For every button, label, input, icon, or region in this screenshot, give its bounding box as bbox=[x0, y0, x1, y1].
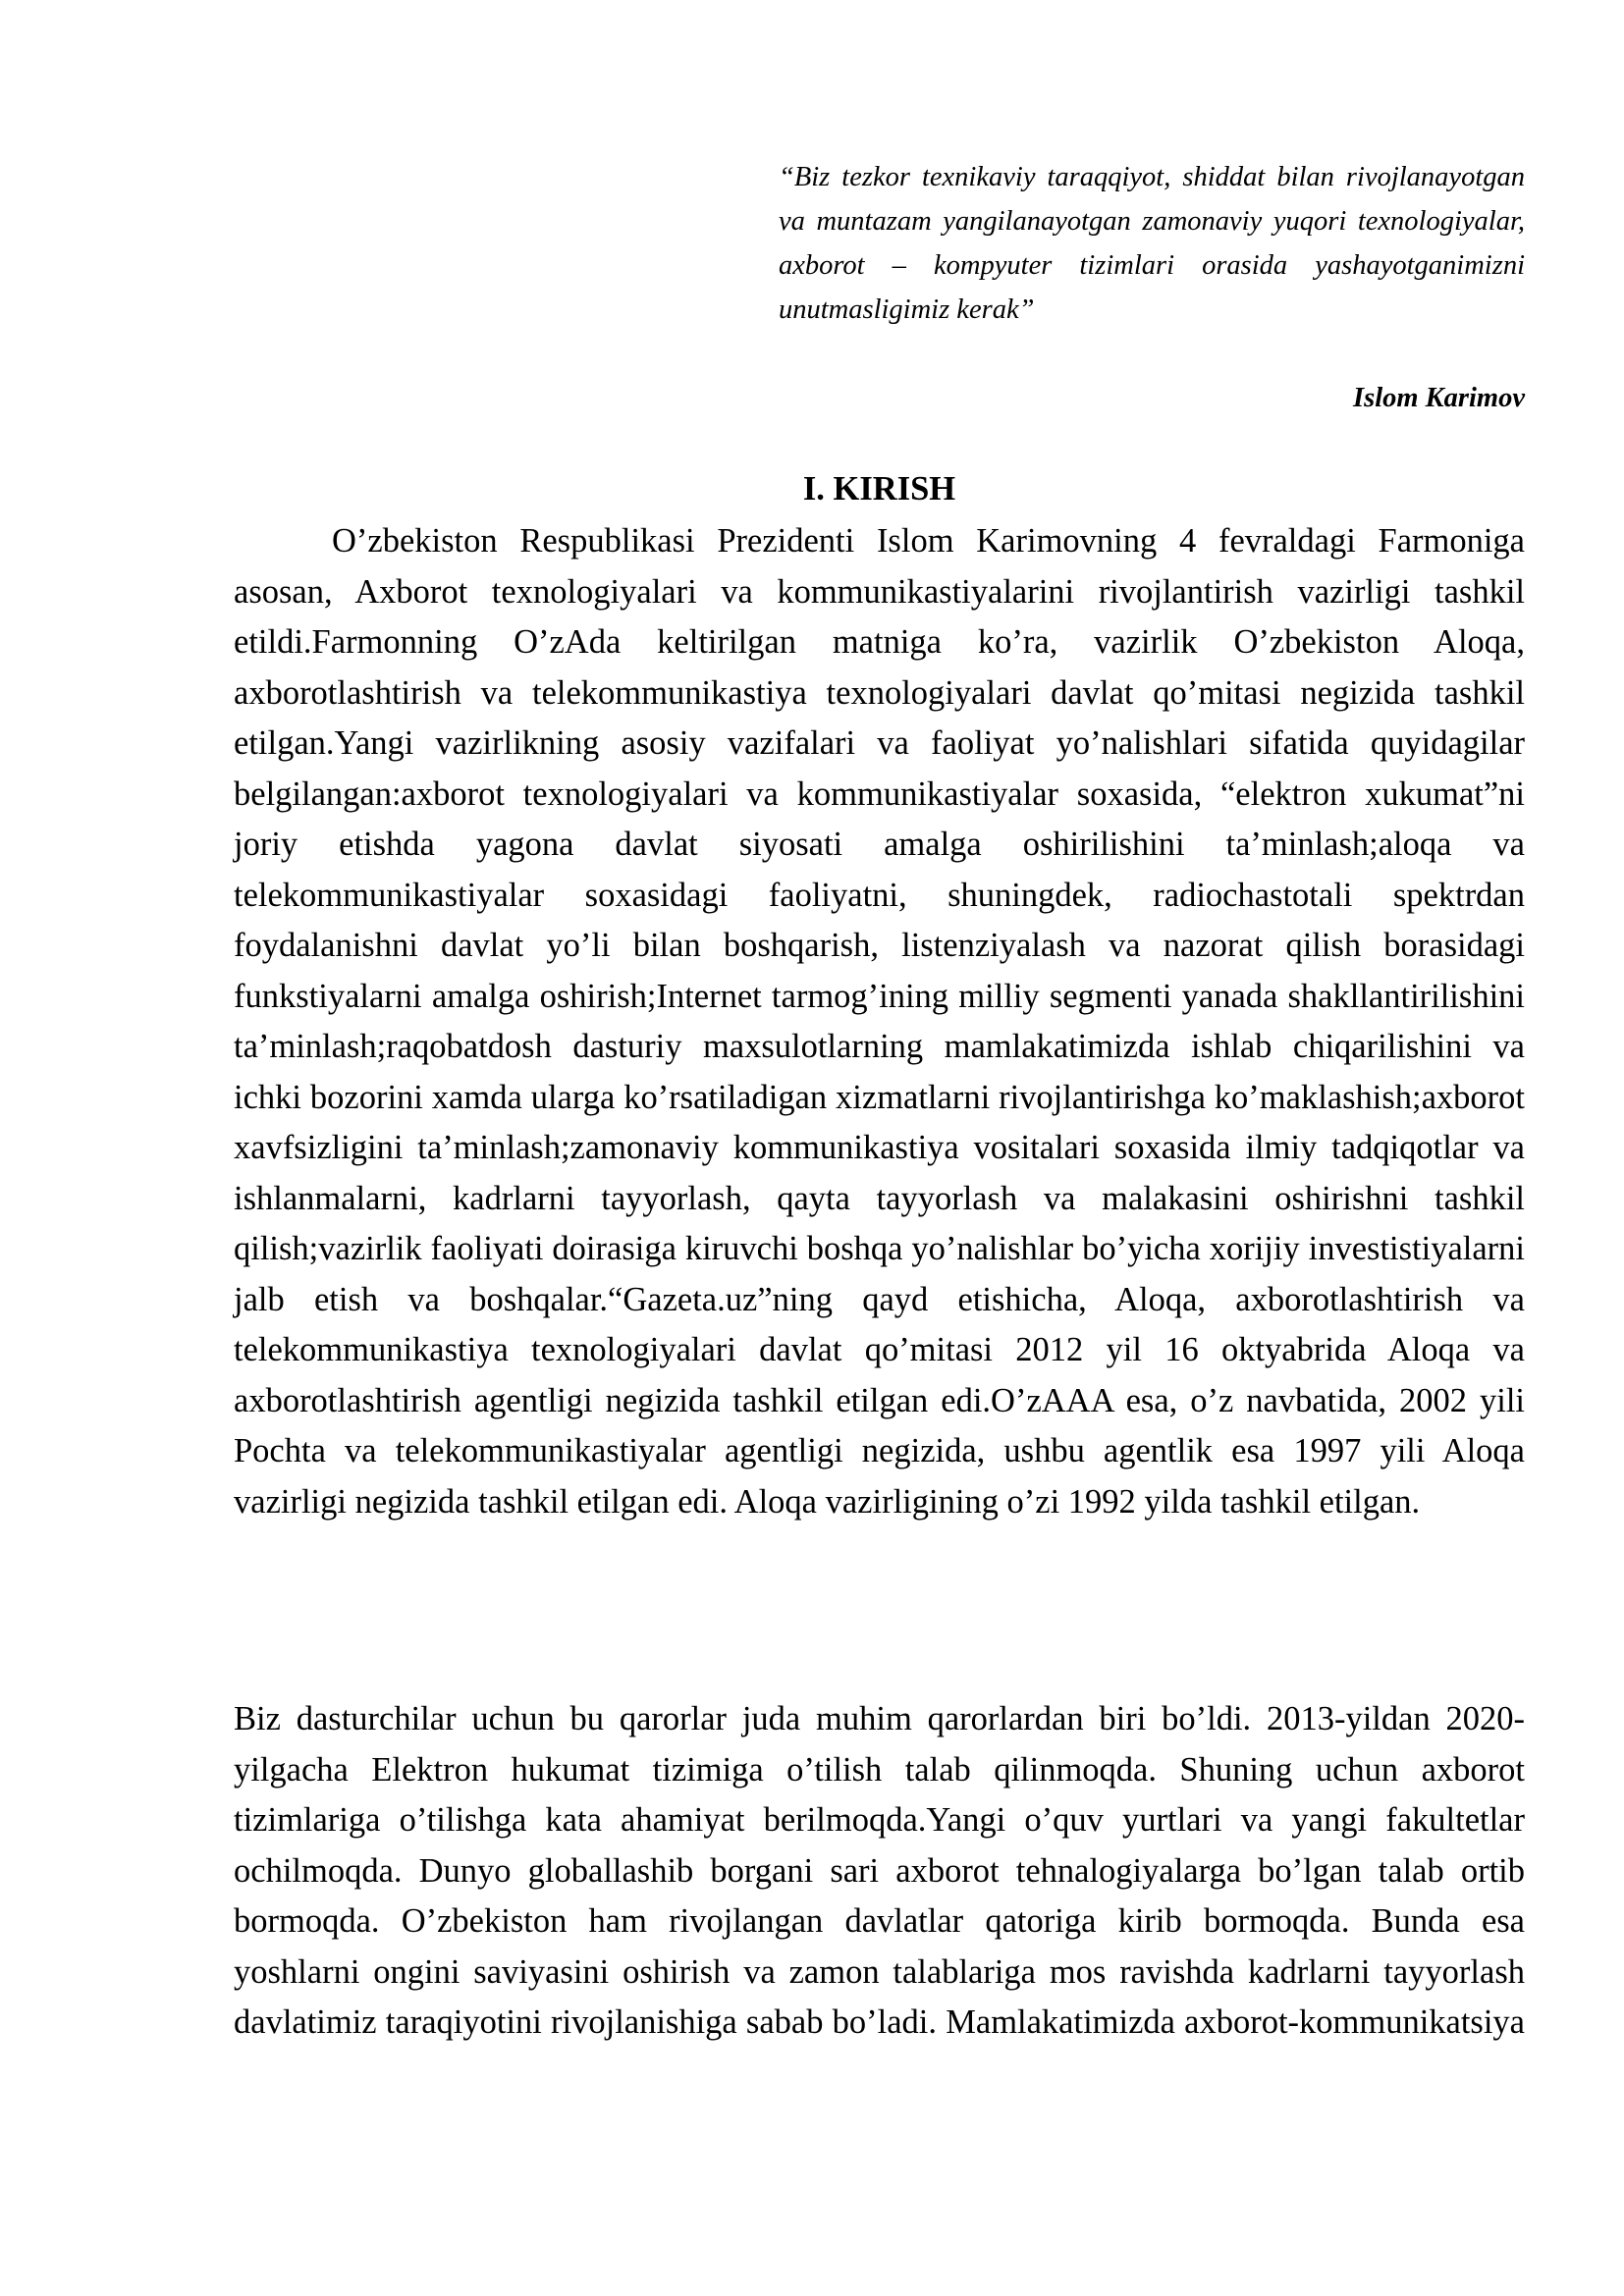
section-title: I. KIRISH bbox=[802, 470, 956, 507]
epigraph-quote: “Biz tezkor texnikaviy taraqqiyot, shiddat bilan rivojlanayotgan va muntazam yangilanayotgan zamonaviy yuqori texnologiyalar, axborot – kompyuter tizimlari orasida yashayotganimizni unutmasligimiz kerak” bbox=[779, 162, 1525, 325]
epigraph-author: Islom Karimov bbox=[1353, 383, 1525, 413]
body-paragraph-2: Biz dasturchilar uchun bu qarorlar juda muhim qarorlardan biri bo’ldi. 2013-yildan 2020-yilgacha Elektron hukumat tizimiga o’tilish talab qilinmoqda. Shuning uchun axborot tizimlariga o’tilishga kata ahamiyat berilmoqda.Yangi o’quv yurtlari va yangi fakultetlar ochilmoqda. Dunyo globallashib borgani sari axborot tehnalogiyalarga bo’lgan talab ortib bormoqda. O’zbekiston ham rivojlangan davlatlar qatoriga kirib bormoqda. Bunda esa yoshlarni ongini saviyasini oshirish va zamon talablariga mos ravishda kadrlarni tayyorlash davlatimiz taraqiyotini rivojlanishiga sabab bo’ladi. Mamlakatimizda axborot-kommunikatsiya bbox=[234, 1700, 1525, 2041]
body-paragraph-1: O’zbekiston Respublikasi Prezidenti Islom Karimovning 4 fevraldagi Farmoniga asosan, Axborot texnologiyalari va kommunikastiyalarini rivojlantirish vazirligi tashkil etildi.Farmonning O’zAda keltirilgan matniga ko’ra, vazirlik O’zbekiston Aloqa, axborotlashtirish va telekommunikastiya texnologiyalari davlat qo’mitasi negizida tashkil etilgan.Yangi vazirlikning asosiy vazifalari va faoliyat yo’nalishlari sifatida quyidagilar belgilangan:axborot texnologiyalari va kommunikastiyalar soxasida, “elektron xukumat”ni joriy etishda yagona davlat siyosati amalga oshirilishini ta’minlash;aloqa va telekommunikastiyalar soxasidagi faoliyatni, shuningdek, radiochastotali spektrdan foydalanishni davlat yo’li bilan boshqarish, listenziyalash va nazorat qilish borasidagi funkstiyalarni amalga oshirish;Internet tarmog’ining milliy segmenti yanada shakllantirilishini ta’minlash;raqobatdosh dasturiy maxsulotlarning mamlakatimizda ishlab chiqarilishini va ichki bozorini xamda ularga ko’rsatiladigan xizmatlarni rivojlantirishga ko’maklashish;axborot xavfsizligini ta’minlash;zamonaviy kommunikastiya vositalari soxasida ilmiy tadqiqotlar va ishlanmalarni, kadrlarni tayyorlash, qayta tayyorlash va malakasini oshirishni tashkil qilish;vazirlik faoliyati doirasiga kiruvchi boshqa yo’nalishlar bo’yicha xorijiy investistiyalarni jalb etish va boshqalar.“Gazeta.uz”ning qayd etishicha, Aloqa, axborotlashtirish va telekommunikastiya texnologiyalari davlat qo’mitasi 2012 yil 16 oktyabrida Aloqa va axborotlashtirish agentligi negizida tashkil etilgan edi.O’zAAA esa, o’z navbatida, 2002 yili Pochta va telekommunikastiyalar agentligi negizida, ushbu agentlik esa 1997 yili Aloqa vazirligi negizida tashkil etilgan edi. Aloqa vazirligining o’zi 1992 yilda tashkil etilgan. bbox=[234, 522, 1525, 1521]
